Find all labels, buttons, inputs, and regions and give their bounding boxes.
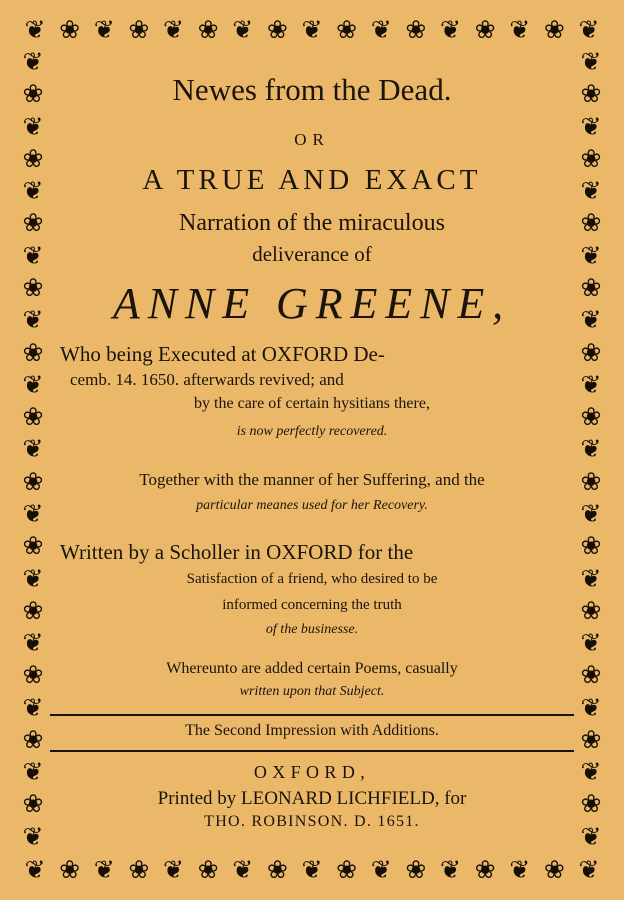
subject-name: ANNE GREENE, (112, 279, 512, 328)
border-ornament-icon: ❦ (22, 628, 44, 658)
written-by-line: informed concerning the truth (222, 597, 402, 613)
border-ornament-icon: ❦ (163, 854, 184, 884)
border-ornament-icon: ❦ (440, 854, 461, 884)
border-ornament-icon: ❀ (580, 337, 602, 367)
border-ornament-icon: ❦ (22, 176, 44, 206)
border-ornament-icon: ❀ (128, 14, 150, 44)
border-ornament-icon: ❦ (580, 757, 602, 787)
border-ornament-icon: ❦ (580, 305, 602, 335)
border-ornament-icon: ❦ (440, 14, 461, 44)
border-ornament-icon: ❀ (580, 466, 602, 496)
border-ornament-icon: ❦ (22, 563, 44, 593)
border-ornament-icon: ❦ (580, 47, 602, 76)
border-ornament-icon: ❦ (22, 305, 44, 335)
border-ornament-icon: ❀ (22, 402, 44, 432)
border-ornament-icon: ❀ (405, 14, 427, 44)
border-ornament-icon: ❀ (405, 854, 427, 884)
border-ornament-icon: ❦ (370, 854, 392, 884)
border-ornament-icon: ❀ (580, 789, 602, 819)
border-ornament-icon: ❦ (301, 854, 323, 884)
main-title: Newes from the Dead. (172, 72, 452, 107)
border-ornament-icon: ❀ (543, 14, 565, 44)
border-ornament-icon: ❀ (22, 79, 44, 109)
border-ornament-icon: ❀ (22, 789, 44, 819)
border-ornament-icon: ❀ (22, 724, 44, 754)
border-ornament-icon: ❦ (580, 111, 602, 141)
border-ornament-icon: ❀ (197, 854, 219, 884)
border-ornament-icon: ❀ (580, 143, 602, 173)
imprint-publisher-date: THO. ROBINSON. D. 1651. (204, 813, 420, 830)
border-ornament-icon: ❦ (24, 14, 46, 44)
border-ornament-icon: ❦ (22, 240, 44, 270)
border-ornament-icon: ❦ (580, 240, 602, 270)
border-ornament-icon: ❦ (370, 14, 392, 44)
border-ornament-icon: ❀ (22, 337, 44, 367)
border-ornament-icon: ❀ (22, 208, 44, 238)
executed-line: cemb. 14. 1650. afterwards revived; and (70, 370, 344, 389)
or-line: OR (294, 130, 330, 149)
border-ornament-icon: ❦ (301, 14, 323, 44)
border-ornament-icon: ❦ (22, 111, 44, 141)
border-ornament-icon: ❦ (22, 434, 44, 464)
executed-line: is now perfectly recovered. (236, 424, 388, 439)
border-ornament-icon: ❦ (22, 757, 44, 787)
border-ornament-icon: ❀ (543, 854, 565, 884)
border-ornament-icon: ❀ (22, 660, 44, 690)
together-line: Together with the manner of her Suffering, and the (139, 470, 485, 489)
border-ornament-icon: ❦ (22, 692, 44, 722)
whereunto-line: written upon that Subject. (239, 684, 385, 699)
border-ornament-icon: ❦ (22, 821, 44, 851)
border-ornament-icon: ❦ (580, 628, 602, 658)
horizontal-rule (50, 714, 574, 716)
ornamental-border-left (16, 46, 50, 852)
border-ornament-icon: ❦ (509, 14, 531, 44)
border-ornament-icon: ❀ (22, 595, 44, 625)
border-ornament-icon: ❀ (580, 531, 602, 561)
border-ornament-icon: ❀ (580, 402, 602, 432)
title-text-block (60, 50, 560, 840)
border-ornament-icon: ❀ (580, 595, 602, 625)
border-ornament-icon: ❀ (22, 466, 44, 496)
whereunto-line: Whereunto are added certain Poems, casually (166, 660, 458, 677)
border-ornament-icon: ❦ (580, 692, 602, 722)
ornamental-border-right (574, 46, 608, 852)
border-ornament-icon: ❦ (509, 854, 531, 884)
subtitle-true-and-exact: A TRUE AND EXACT (142, 164, 482, 196)
border-ornament-icon: ❦ (163, 14, 184, 44)
border-ornament-icon: ❀ (580, 208, 602, 238)
border-ornament-icon: ❦ (580, 434, 602, 464)
border-ornament-icon: ❦ (24, 854, 46, 884)
border-ornament-icon: ❦ (580, 176, 602, 206)
written-by-line: Satisfaction of a friend, who desired to be (186, 571, 438, 587)
border-ornament-icon: ❦ (232, 14, 254, 44)
border-ornament-icon: ❀ (580, 79, 602, 109)
edition-statement: The Second Impression with Additions. (185, 722, 439, 739)
border-ornament-icon: ❦ (580, 821, 602, 851)
border-ornament-icon: ❀ (336, 854, 358, 884)
border-ornament-icon: ❦ (578, 14, 600, 44)
border-ornament-icon: ❀ (580, 272, 602, 302)
border-ornament-icon: ❦ (580, 563, 602, 593)
border-ornament-icon: ❦ (22, 47, 44, 76)
written-by-line: Written by a Scholler in OXFORD for the (60, 540, 414, 564)
border-ornament-icon: ❦ (22, 369, 44, 399)
executed-line: by the care of certain hysitians there, (194, 395, 430, 412)
border-ornament-icon: ❀ (22, 531, 44, 561)
written-by-line: of the businesse. (265, 622, 359, 637)
border-ornament-icon: ❦ (580, 369, 602, 399)
border-ornament-icon: ❦ (580, 498, 602, 528)
border-ornament-icon: ❀ (266, 14, 288, 44)
narration-line: deliverance of (252, 242, 372, 266)
border-ornament-icon: ❀ (22, 143, 44, 173)
imprint-printer: Printed by LEONARD LICHFIELD, for (157, 788, 467, 809)
border-ornament-icon: ❦ (93, 854, 115, 884)
ornamental-border-top (18, 12, 606, 46)
border-ornament-icon: ❀ (128, 854, 150, 884)
border-ornament-icon: ❀ (580, 660, 602, 690)
border-ornament-icon: ❀ (22, 272, 44, 302)
together-line: particular meanes used for her Recovery. (196, 498, 428, 513)
border-ornament-icon: ❦ (22, 498, 44, 528)
border-ornament-icon: ❀ (474, 854, 496, 884)
border-ornament-icon: ❀ (59, 14, 81, 44)
border-ornament-icon: ❀ (59, 854, 81, 884)
imprint-place: OXFORD, (253, 762, 371, 782)
border-ornament-icon: ❦ (578, 854, 600, 884)
border-ornament-icon: ❀ (474, 14, 496, 44)
border-ornament-icon: ❀ (580, 724, 602, 754)
border-ornament-icon: ❦ (93, 14, 115, 44)
narration-line: Narration of the miraculous (179, 210, 445, 236)
ornamental-border-bottom (18, 852, 606, 886)
executed-line: Who being Executed at OXFORD De- (60, 342, 385, 366)
horizontal-rule (50, 750, 574, 752)
border-ornament-icon: ❀ (266, 854, 288, 884)
border-ornament-icon: ❀ (197, 14, 219, 44)
border-ornament-icon: ❀ (336, 14, 358, 44)
border-ornament-icon: ❦ (232, 854, 254, 884)
